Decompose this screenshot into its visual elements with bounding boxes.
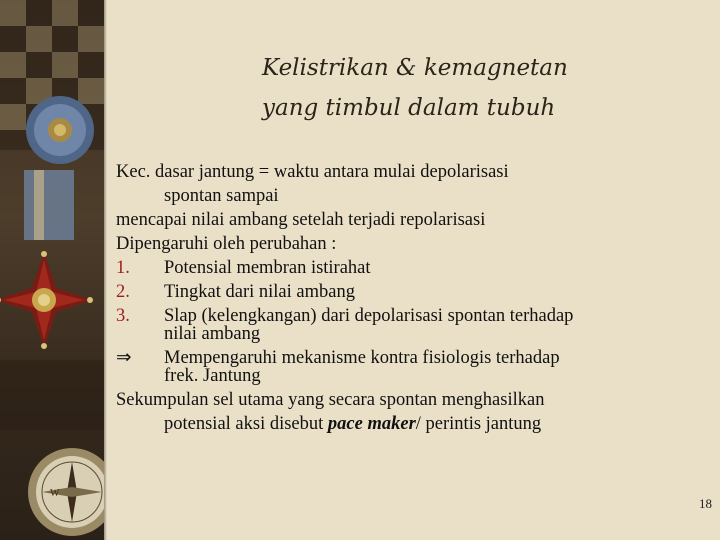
list-item-text: Potensial membran istirahat xyxy=(164,258,371,278)
influenced-by-line: Dipengaruhi oleh perubahan : xyxy=(116,234,337,254)
closing-line-1: Sekumpulan sel utama yang secara spontan menghasilkan xyxy=(116,390,545,410)
implies-arrow-icon: ⇒ xyxy=(116,348,132,368)
list-number: 1. xyxy=(116,258,130,278)
list-item-text: Slap (kelengkangan) dari depolarisasi spontan terhadap xyxy=(164,306,574,326)
list-item xyxy=(116,280,706,304)
list-number: 2. xyxy=(116,282,130,302)
intro-line-2: spontan sampai xyxy=(164,186,279,206)
intro-line-1: Kec. dasar jantung = waktu antara mulai depolarisasi xyxy=(116,162,509,182)
closing-line-2-suffix: / perintis jantung xyxy=(415,414,542,434)
pace-maker-term: pace maker xyxy=(327,414,416,434)
arrow-item-text: Mempengaruhi mekanisme kontra fisiologis terhadap xyxy=(164,348,560,368)
list-number: 3. xyxy=(116,306,130,326)
title-line-2: yang timbul dalam tubuh xyxy=(262,95,556,121)
slide-title xyxy=(262,48,568,128)
closing-line-2-text: potensial aksi disebut xyxy=(164,414,328,434)
arrow-item xyxy=(116,346,706,388)
closing-line-2 xyxy=(116,412,706,436)
list-item xyxy=(116,256,706,280)
arrow-item-text-continued: frek. Jantung xyxy=(164,366,261,386)
list-item xyxy=(116,304,706,346)
closing-paragraph xyxy=(116,388,706,436)
page-number: 18 xyxy=(699,496,712,511)
svg-text:W: W xyxy=(50,488,60,499)
intro-paragraph xyxy=(116,160,706,208)
list-item-text-continued: nilai ambang xyxy=(164,324,261,344)
intro-line-3: mencapai nilai ambang setelah terjadi repolarisasi xyxy=(116,210,486,230)
slide-body xyxy=(116,160,706,436)
title-line-1: Kelistrikan & kemagnetan xyxy=(262,55,568,81)
list-item-text: Tingkat dari nilai ambang xyxy=(164,282,355,302)
